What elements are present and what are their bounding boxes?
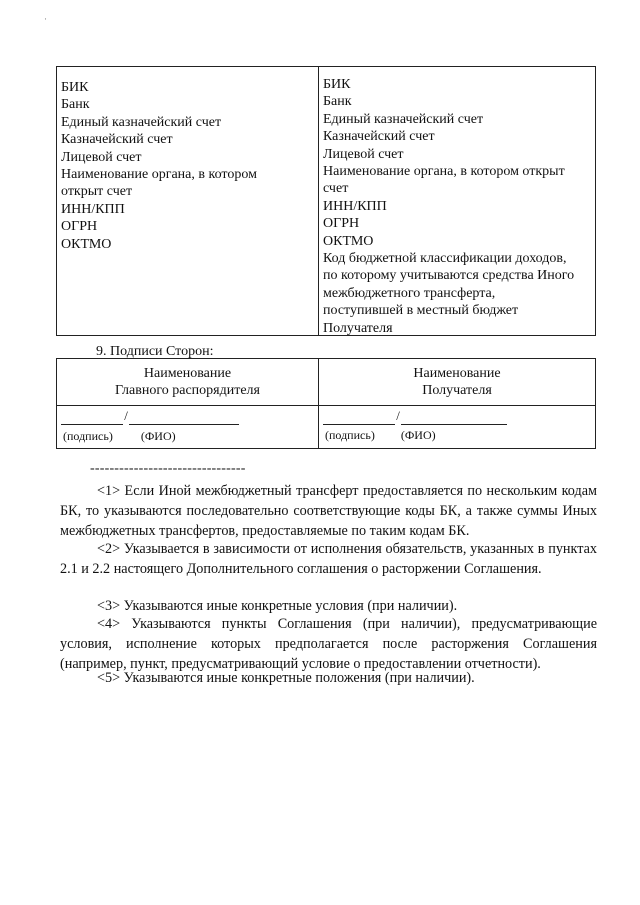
left-requisite-line: Единый казначейский счет xyxy=(61,114,222,130)
left-requisite-line: Лицевой счет xyxy=(61,149,142,165)
signatures-header-row xyxy=(57,359,595,406)
left-requisite-line: Банк xyxy=(61,97,90,113)
requisites-table xyxy=(56,66,596,336)
right-requisite-line: Казначейский счет xyxy=(323,129,435,145)
right-party-header xyxy=(319,359,595,405)
left-requisite-line: Наименование органа, в котором xyxy=(61,167,257,183)
right-caption-sign: (подпись) xyxy=(325,428,375,442)
requisites-left-column xyxy=(57,67,319,335)
left-party-header xyxy=(57,359,319,405)
left-name-line xyxy=(129,411,239,425)
right-header-line2: Получателя xyxy=(422,383,492,398)
footnote-1: <1> Если Иной межбюджетный трансферт предоставляется по нескольким кодам БК, то указываются последовательно соответствующие коды БК, а также суммы Иных межбюджетных трансфертов, предоставляемые по таким кодам БК. xyxy=(60,483,597,539)
signatures-title: 9. Подписи Сторон: xyxy=(96,344,214,359)
right-requisite-line: по которому учитываются средства Иного xyxy=(323,268,575,284)
right-signature-cell xyxy=(319,405,595,449)
right-requisite-line: Лицевой счет xyxy=(323,146,404,162)
right-name-line xyxy=(401,411,507,425)
right-sign-line xyxy=(323,411,395,425)
footnote-4: <4> Указываются пункты Соглашения (при наличии), предусматривающие условия, исполнение которых предполагается после расторжения Соглашения (например, пункт, предусматривающий условие о предоставлении отчетности). xyxy=(60,616,597,672)
left-requisite-line: ОГРН xyxy=(61,219,98,235)
left-requisite-line: Казначейский счет xyxy=(61,132,173,148)
right-requisite-line: ИНН/КПП xyxy=(323,198,387,214)
corner-mark: · xyxy=(44,14,47,24)
right-requisite-line: поступившей в местный бюджет xyxy=(323,303,519,319)
signatures-table xyxy=(56,358,596,449)
right-requisite-line: Получателя xyxy=(323,320,393,336)
left-requisite-line: ОКТМО xyxy=(61,236,112,252)
left-requisite-line: ИНН/КПП xyxy=(61,201,125,217)
left-sign-line xyxy=(61,411,123,425)
right-caption-name: (ФИО) xyxy=(400,428,436,442)
right-requisite-line: БИК xyxy=(323,77,351,92)
right-header-line1: Наименование xyxy=(413,366,501,381)
right-requisite-line: Банк xyxy=(323,94,352,110)
footnote-2: <2> Указывается в зависимости от исполнения обязательств, указанных в пунктах 2.1 и 2.2 настоящего Дополнительного соглашения о расторжении Соглашения. xyxy=(60,541,597,577)
footnote-separator: -------------------------------- xyxy=(90,461,246,476)
requisites-right-column xyxy=(319,67,595,335)
right-requisite-line: межбюджетного трансферта, xyxy=(323,285,496,301)
right-slash: / xyxy=(396,408,400,423)
left-slash: / xyxy=(124,408,128,423)
left-signature-cell xyxy=(57,405,319,449)
right-requisite-line: Код бюджетной классификации доходов, xyxy=(323,251,567,267)
footnote-5: <5> Указываются иные конкретные положения (при наличии). xyxy=(97,670,475,686)
left-header-line1: Наименование xyxy=(143,366,232,381)
footnote-3: <3> Указываются иные конкретные условия (при наличии). xyxy=(97,598,458,614)
left-caption-sign: (подпись) xyxy=(63,429,113,443)
right-requisite-line: ОГРН xyxy=(323,216,360,232)
left-header-line2: Главного распорядителя xyxy=(115,383,260,398)
right-requisite-line: Наименование органа, в котором открыт xyxy=(323,164,565,180)
right-requisite-line: ОКТМО xyxy=(323,233,374,249)
left-caption-name: (ФИО) xyxy=(140,429,176,443)
left-requisite-line: БИК xyxy=(61,80,89,95)
right-requisite-line: счет xyxy=(323,181,349,197)
left-requisite-line: открыт счет xyxy=(61,184,133,200)
right-requisite-line: Единый казначейский счет xyxy=(323,111,484,127)
signatures-sign-row xyxy=(57,405,595,449)
